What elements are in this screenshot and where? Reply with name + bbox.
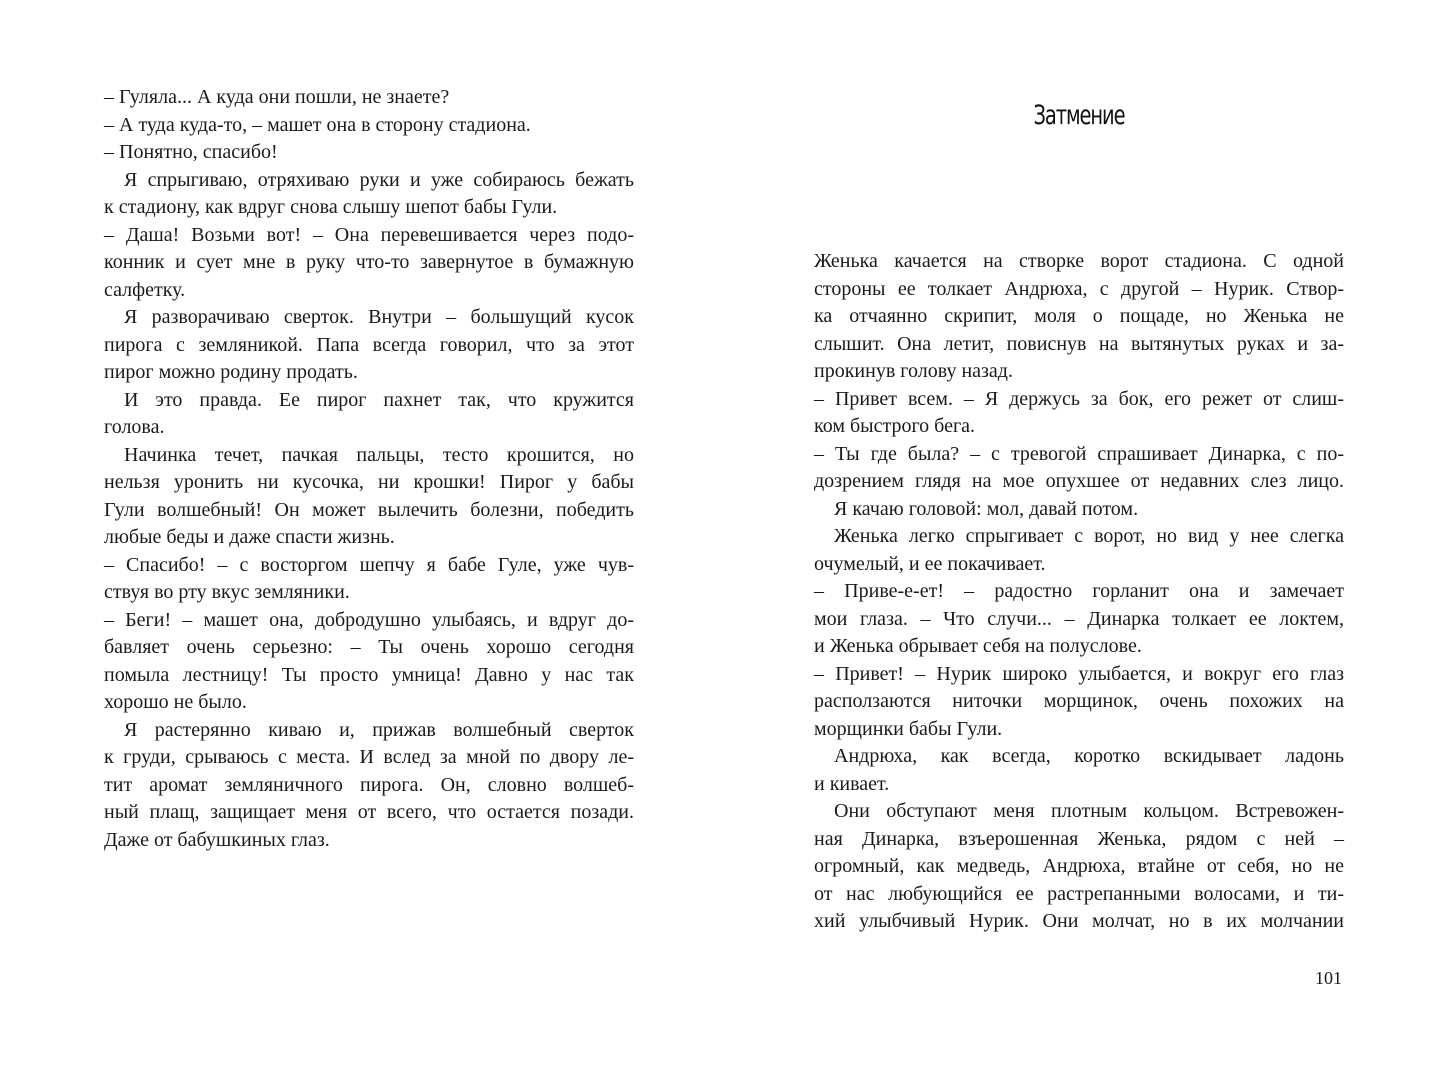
text-line: И это правда. Ее пирог пахнет так, что кружится: [124, 388, 634, 411]
text-line: от нас любующийся ее растрепанными волосами, и ти-: [814, 882, 1344, 905]
text-line: – Гуляла... А куда они пошли, не знаете?: [104, 86, 450, 108]
left-page-text: [104, 84, 634, 854]
text-line: тит аромат земляничного пирога. Он, словно волшеб-: [104, 773, 634, 796]
text-line: – Привет! – Нурик широко улыбается, и вокруг его глаз: [814, 662, 1344, 685]
text-line: Я разворачиваю сверток. Внутри – большущий кусок: [124, 306, 634, 328]
text-line: прокинув голову назад.: [814, 360, 1013, 382]
text-line: Женька качается на створке ворот стадиона. С одной: [814, 250, 1344, 272]
text-line: расползаются ниточки морщинок, очень похожих на: [814, 690, 1344, 712]
text-line: – Ты где была? – с тревогой спрашивает Динарка, с по-: [814, 442, 1344, 465]
text-line: ный плащ, защищает меня от всего, что остается позади.: [104, 801, 634, 823]
text-line: пирога с земляникой. Папа всегда говорил, что за этот: [104, 333, 634, 356]
text-line: Даже от бабушкиных глаз.: [104, 828, 330, 851]
text-line: дозрением глядя на мое опухшее от недавних слез лицо.: [814, 470, 1344, 492]
text-line: ком быстрого бега.: [814, 415, 976, 437]
text-line: хорошо не было.: [104, 691, 247, 713]
text-line: Они обступают меня плотным кольцом. Встревожен-: [834, 800, 1344, 822]
text-line: Женька легко спрыгивает с ворот, но вид у нее слегка: [834, 525, 1344, 547]
text-line: ствуя во рту вкус земляники.: [104, 581, 350, 603]
text-line: к стадиону, как вдруг снова слышу шепот бабы Гули.: [104, 196, 558, 218]
text-line: Я качаю головой: мол, давай потом.: [834, 497, 1139, 520]
text-line: очумелый, и ее покачивает.: [814, 552, 1046, 575]
text-line: салфетку.: [104, 278, 186, 301]
text-line: и кивает.: [814, 772, 890, 795]
text-line: бавляет очень серьезно: – Ты очень хорошо сегодня: [104, 636, 634, 658]
text-line: – Приве-е-ет! – радостно горланит она и замечает: [814, 580, 1344, 602]
text-line: Андрюха, как всегда, коротко вскидывает ладонь: [834, 745, 1344, 767]
page-number: 101: [1315, 968, 1342, 988]
text-line: и Женька обрывает себя на полуслове.: [814, 635, 1142, 657]
text-line: к груди, срываюсь с места. И вслед за мной по двору ле-: [104, 746, 634, 768]
text-line: – Понятно, спасибо!: [104, 141, 278, 163]
text-line: ка отчаянно скрипит, моля о пощаде, но Женька не: [814, 305, 1344, 327]
text-line: голова.: [104, 416, 165, 438]
text-line: стороны ее толкает Андрюха, с другой – Нурик. Створ-: [814, 277, 1344, 300]
text-line: конник и сует мне в руку что-то завернутое в бумажную: [104, 251, 634, 273]
text-line: Я спрыгиваю, отряхиваю руки и уже собираюсь бежать: [124, 168, 634, 191]
left-page: [104, 84, 634, 854]
text-line: – Привет всем. – Я держусь за бок, его режет от слиш-: [814, 387, 1344, 410]
right-page-text: [814, 248, 1344, 936]
text-line: – Беги! – машет она, добродушно улыбаясь, и вдруг до-: [104, 608, 634, 631]
text-line: нельзя уронить ни кусочка, ни крошки! Пирог у бабы: [104, 471, 634, 493]
text-line: Начинка течет, пачкая пальцы, тесто крошится, но: [124, 443, 634, 466]
text-line: ная Динарка, взъерошенная Женька, рядом с ней –: [814, 827, 1344, 850]
text-line: слышит. Она летит, повиснув на вытянутых руках и за-: [814, 332, 1344, 355]
text-line: любые беды и даже спасти жизнь.: [104, 526, 395, 548]
text-line: хий улыбчивый Нурик. Они молчат, но в их молчании: [814, 910, 1344, 932]
text-line: пирог можно родину продать.: [104, 361, 358, 383]
text-line: Я растерянно киваю и, прижав волшебный сверток: [124, 718, 634, 741]
text-line: морщинки бабы Гули.: [814, 717, 1003, 740]
text-line: мои глаза. – Что случи... – Динарка толкает ее локтем,: [814, 607, 1344, 630]
chapter-title: Затмение: [1033, 100, 1125, 131]
text-line: огромный, как медведь, Андрюха, втайне от себя, но не: [814, 855, 1344, 877]
text-line: Гули волшебный! Он может вылечить болезни, победить: [104, 498, 634, 521]
text-line: помыла лестницу! Ты просто умница! Давно у нас так: [104, 663, 634, 686]
text-line: – Даша! Возьми вот! – Она перевешивается через подо-: [104, 223, 634, 246]
text-line: – А туда куда-то, – машет она в сторону стадиона.: [104, 113, 531, 136]
text-line: – Спасибо! – с восторгом шепчу я бабе Гуле, уже чув-: [104, 553, 634, 576]
